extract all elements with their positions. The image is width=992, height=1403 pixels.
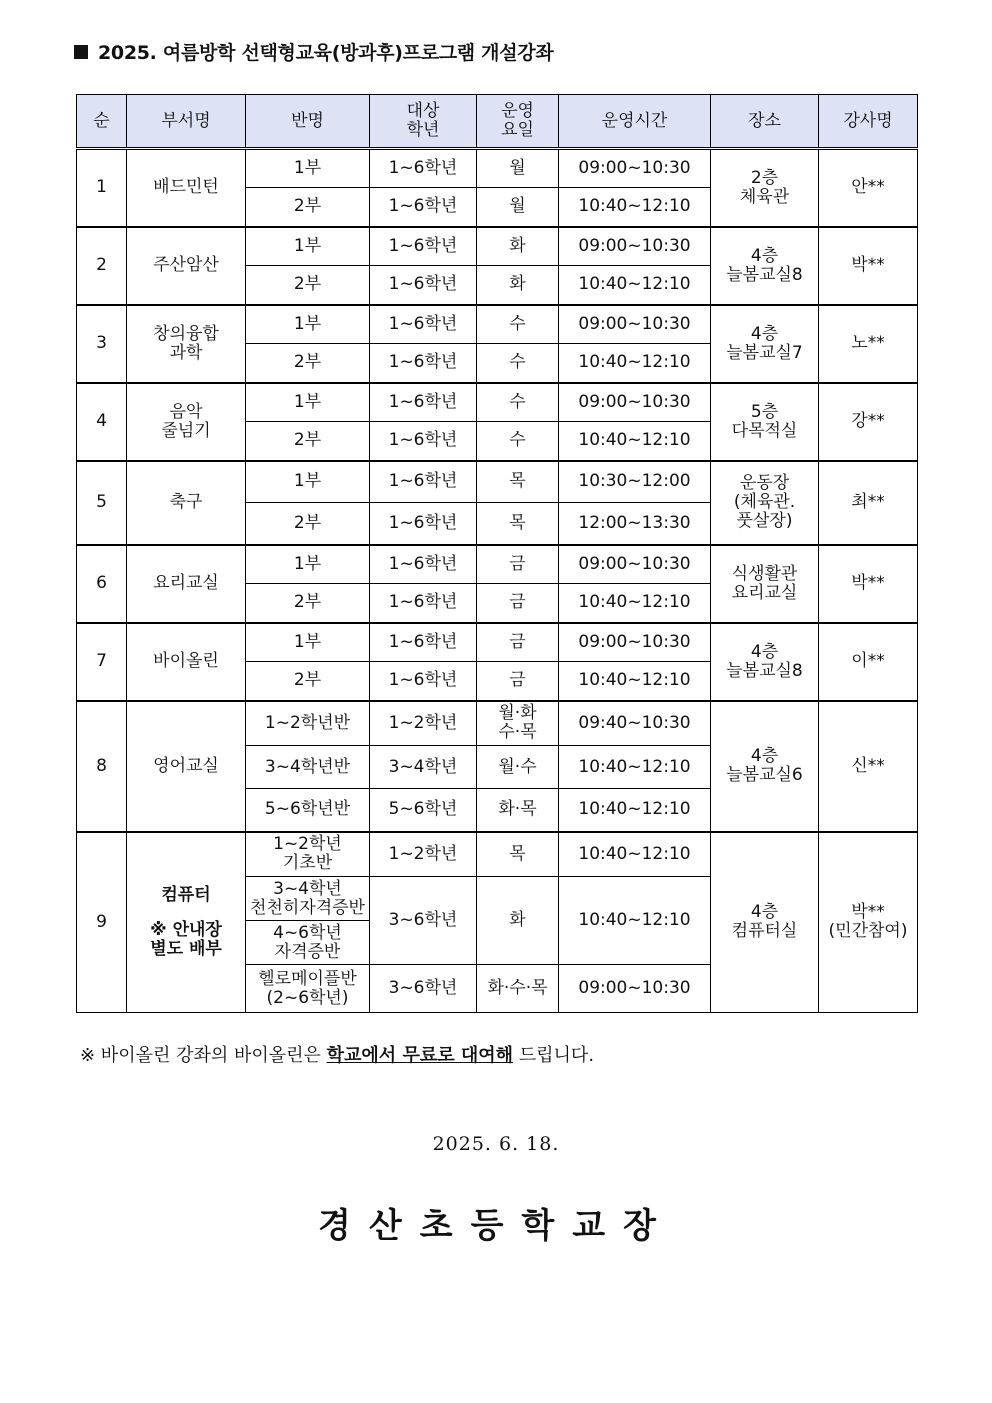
row-day: 금 xyxy=(477,545,559,584)
row-time: 09:40~10:30 xyxy=(559,701,711,746)
row-place: 4층 늘봄교실6 xyxy=(711,701,819,832)
row-grade: 1~2학년 xyxy=(370,701,477,746)
row-day: 목 xyxy=(477,832,559,877)
row-time: 10:40~12:10 xyxy=(559,584,711,623)
row-grade: 1~6학년 xyxy=(370,662,477,701)
row-day: 수 xyxy=(477,422,559,461)
row-grade: 1~6학년 xyxy=(370,461,477,503)
row-class: 1부 xyxy=(246,623,370,662)
row-dept: 배드민턴 xyxy=(127,149,246,227)
title-text: 2025. 여름방학 선택형교육(방과후)프로그램 개설강좌 xyxy=(98,42,554,64)
row-place: 5층 다목적실 xyxy=(711,383,819,461)
row-day: 월 xyxy=(477,149,559,188)
header-no: 순 xyxy=(77,95,127,149)
row-day: 목 xyxy=(477,503,559,545)
row-class: 2부 xyxy=(246,584,370,623)
table-row xyxy=(77,383,918,422)
row-grade: 1~6학년 xyxy=(370,227,477,266)
row-teacher: 안** xyxy=(819,149,918,227)
row-teacher: 박** (민간참여) xyxy=(819,832,918,1013)
row-place: 4층 늘봄교실8 xyxy=(711,623,819,701)
row-class: 2부 xyxy=(246,503,370,545)
page-title xyxy=(74,38,553,65)
row-time: 09:00~10:30 xyxy=(559,545,711,584)
row-time: 09:00~10:30 xyxy=(559,965,711,1013)
table-row xyxy=(77,832,918,877)
row-grade: 1~6학년 xyxy=(370,623,477,662)
row-time: 09:00~10:30 xyxy=(559,305,711,344)
row-place: 2층 체육관 xyxy=(711,149,819,227)
row-day: 금 xyxy=(477,623,559,662)
table-row xyxy=(77,461,918,503)
row-no: 2 xyxy=(77,227,127,305)
row-grade: 1~6학년 xyxy=(370,344,477,383)
row-place: 4층 컴퓨터실 xyxy=(711,832,819,1013)
table-row xyxy=(77,701,918,746)
row-day: 금 xyxy=(477,662,559,701)
row-class: 5~6학년반 xyxy=(246,789,370,832)
row-day: 월·화 수·목 xyxy=(477,701,559,746)
row-dept: 컴퓨터 xyxy=(161,884,211,905)
row-day: 목 xyxy=(477,461,559,503)
row-no: 8 xyxy=(77,701,127,832)
row-no: 4 xyxy=(77,383,127,461)
row-dept-cell xyxy=(127,832,246,1013)
row-day: 월 xyxy=(477,188,559,227)
row-no: 5 xyxy=(77,461,127,545)
row-grade: 1~6학년 xyxy=(370,188,477,227)
header-teacher: 강사명 xyxy=(819,95,918,149)
row-time: 10:40~12:10 xyxy=(559,662,711,701)
row-class: 3~4학년반 xyxy=(246,746,370,789)
row-class: 1부 xyxy=(246,383,370,422)
row-grade: 1~6학년 xyxy=(370,149,477,188)
row-time: 10:30~12:00 xyxy=(559,461,711,503)
program-table xyxy=(76,94,918,1013)
row-grade: 3~6학년 xyxy=(370,965,477,1013)
row-class: 1부 xyxy=(246,305,370,344)
row-day: 화 xyxy=(477,266,559,305)
row-class: 1~2학년 기초반 xyxy=(246,832,370,877)
row-grade: 5~6학년 xyxy=(370,789,477,832)
table-row xyxy=(77,545,918,584)
row-day: 금 xyxy=(477,584,559,623)
row-teacher: 노** xyxy=(819,305,918,383)
table-row xyxy=(77,305,918,344)
dept-note: ※ 안내장 별도 배부 xyxy=(150,919,222,959)
row-grade: 3~6학년 xyxy=(370,877,477,965)
row-time: 10:40~12:10 xyxy=(559,188,711,227)
row-time: 10:40~12:10 xyxy=(559,877,711,965)
row-teacher: 이** xyxy=(819,623,918,701)
row-grade: 1~6학년 xyxy=(370,383,477,422)
row-no: 3 xyxy=(77,305,127,383)
row-class: 3~4학년 천천히자격증반 xyxy=(246,877,370,921)
row-time: 10:40~12:10 xyxy=(559,746,711,789)
row-day: 월·수 xyxy=(477,746,559,789)
header-dept: 부서명 xyxy=(127,95,246,149)
row-class: 1~2학년반 xyxy=(246,701,370,746)
row-no: 1 xyxy=(77,149,127,227)
note-suffix: 드립니다. xyxy=(513,1045,595,1066)
row-teacher: 박** xyxy=(819,545,918,623)
row-grade: 1~6학년 xyxy=(370,305,477,344)
row-no: 6 xyxy=(77,545,127,623)
row-class: 1부 xyxy=(246,545,370,584)
row-time: 09:00~10:30 xyxy=(559,383,711,422)
header-time: 운영시간 xyxy=(559,95,711,149)
row-class: 2부 xyxy=(246,422,370,461)
header-place: 장소 xyxy=(711,95,819,149)
row-class: 2부 xyxy=(246,188,370,227)
row-time: 10:40~12:10 xyxy=(559,789,711,832)
row-dept: 요리교실 xyxy=(127,545,246,623)
row-place: 4층 늘봄교실8 xyxy=(711,227,819,305)
header-grade: 대상 학년 xyxy=(370,95,477,149)
row-time: 10:40~12:10 xyxy=(559,832,711,877)
row-class: 1부 xyxy=(246,149,370,188)
row-place: 4층 늘봄교실7 xyxy=(711,305,819,383)
row-time: 10:40~12:10 xyxy=(559,266,711,305)
row-class: 1부 xyxy=(246,227,370,266)
row-no: 7 xyxy=(77,623,127,701)
row-time: 09:00~10:30 xyxy=(559,227,711,266)
row-dept: 영어교실 xyxy=(127,701,246,832)
row-dept: 음악 줄넘기 xyxy=(127,383,246,461)
row-grade: 1~6학년 xyxy=(370,422,477,461)
row-grade: 1~6학년 xyxy=(370,584,477,623)
row-time: 10:40~12:10 xyxy=(559,344,711,383)
row-grade: 3~4학년 xyxy=(370,746,477,789)
header-day: 운영 요일 xyxy=(477,95,559,149)
table-row xyxy=(77,149,918,188)
table-row xyxy=(77,623,918,662)
rental-note xyxy=(80,1041,594,1067)
row-dept: 축구 xyxy=(127,461,246,545)
note-emphasis: 학교에서 무료로 대여해 xyxy=(326,1045,514,1066)
row-class: 2부 xyxy=(246,266,370,305)
row-no: 9 xyxy=(77,832,127,1013)
row-day: 수 xyxy=(477,344,559,383)
row-teacher: 박** xyxy=(819,227,918,305)
row-time: 09:00~10:30 xyxy=(559,623,711,662)
row-dept: 창의융합 과학 xyxy=(127,305,246,383)
header-class: 반명 xyxy=(246,95,370,149)
row-grade: 1~6학년 xyxy=(370,503,477,545)
row-class: 2부 xyxy=(246,662,370,701)
row-grade: 1~2학년 xyxy=(370,832,477,877)
row-teacher: 강** xyxy=(819,383,918,461)
row-dept: 바이올린 xyxy=(127,623,246,701)
row-time: 10:40~12:10 xyxy=(559,422,711,461)
row-day: 수 xyxy=(477,305,559,344)
note-prefix: ※ 바이올린 강좌의 바이올린은 xyxy=(80,1045,327,1066)
row-time: 12:00~13:30 xyxy=(559,503,711,545)
row-place: 식생활관 요리교실 xyxy=(711,545,819,623)
issue-date: 2025. 6. 18. xyxy=(432,1133,560,1155)
row-day: 수 xyxy=(477,383,559,422)
row-class: 4~6학년 자격증반 xyxy=(246,921,370,965)
row-day: 화·목 xyxy=(477,789,559,832)
row-teacher: 최** xyxy=(819,461,918,545)
square-bullet-icon xyxy=(74,45,88,59)
row-place: 운동장 (체육관. 풋살장) xyxy=(711,461,819,545)
table-row xyxy=(77,227,918,266)
row-dept: 주산암산 xyxy=(127,227,246,305)
row-class: 헬로메이플반 (2~6학년) xyxy=(246,965,370,1013)
row-class: 1부 xyxy=(246,461,370,503)
row-grade: 1~6학년 xyxy=(370,266,477,305)
table-header-row xyxy=(77,95,918,149)
row-grade: 1~6학년 xyxy=(370,545,477,584)
row-time: 09:00~10:30 xyxy=(559,149,711,188)
row-day: 화·수·목 xyxy=(477,965,559,1013)
row-class: 2부 xyxy=(246,344,370,383)
row-teacher: 신** xyxy=(819,701,918,832)
row-day: 화 xyxy=(477,877,559,965)
school-principal-signature: 경산초등학교장 xyxy=(318,1206,674,1246)
row-day: 화 xyxy=(477,227,559,266)
